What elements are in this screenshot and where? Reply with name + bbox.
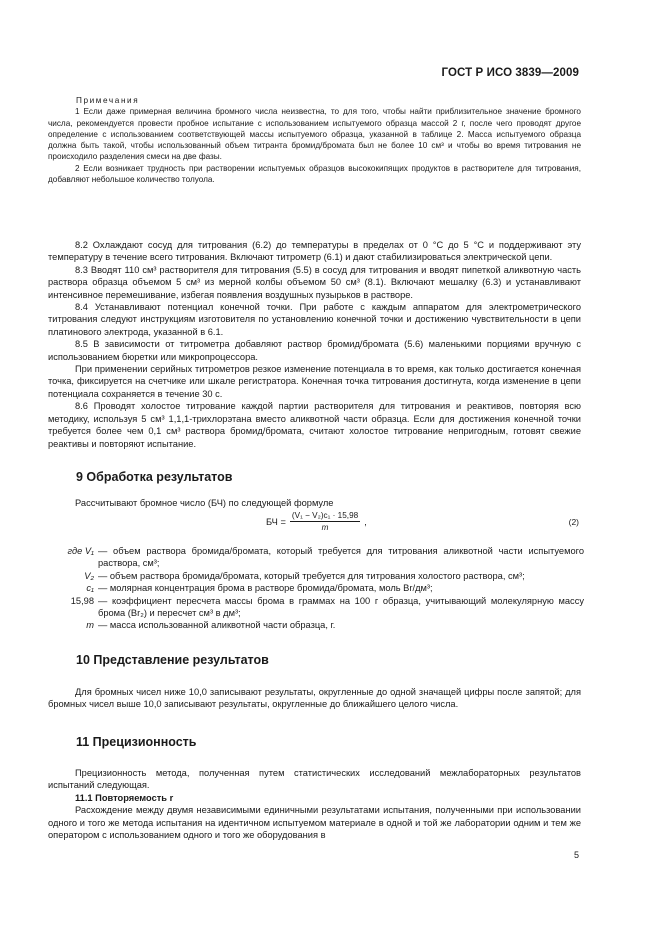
- section-11-1-text: Расхождение между двумя независимыми единичными результатами испытания, полученными при использовании одного и того же метода испытания на идентичном испытуемом материале в одной и той же лаборатории одним и тем же оператором с использованием одного и того же оборудования в: [48, 805, 581, 841]
- legend-text: — объем раствора бромида/бромата, который требуется для титрования холостого раствора, см³;: [98, 570, 525, 581]
- legend-text: — молярная концентрация брома в растворе бромида/бромата, моль Br/дм³;: [98, 583, 433, 594]
- section-9-intro-block: [48, 497, 581, 509]
- para-8-5: 8.5 В зависимости от титрометра добавляют раствор бромид/бромата (5.6) маленькими порциями вручную с использованием бюретки или микропроцессора.: [48, 339, 581, 362]
- formula-denominator: m: [321, 523, 329, 532]
- section-11-text: Прецизионность метода, полученная путем статистических исследований межлабораторных результатов испытаний следующая.: [48, 768, 581, 791]
- legend-text: — масса использованной аликвотной части образца, г.: [98, 620, 336, 631]
- para-8-2: 8.2 Охлаждают сосуд для титрования (6.2) до температуры в пределах от 0 °С до 5 °С и поддерживают эту температуру в течение всего титрования. Включают титрометр (6.1) и дают стабилизироваться электрической цепи.: [48, 240, 581, 263]
- formula-numerator: (V₁ − V₂)c₁ · 15,98: [291, 511, 359, 520]
- section-11-1-heading: 11.1 Повторяемость r: [75, 792, 174, 803]
- bromine-number-formula: [266, 511, 367, 532]
- para-8-5-cont: При применении серийных титрометров резкое изменение потенциала в то время, как только достигается конечная точка, фиксируется на счетчике или шкале регистратора. Конечная точка титрования достигнута, когда изменение в цепи потенциала сохраняется в течение 30 с.: [48, 364, 581, 399]
- legend-symbol: где V₁: [67, 546, 94, 556]
- legend-text: — объем раствора бромида/бромата, который требуется для титрования аликвотной части испытуемого раствора, см³;: [98, 546, 584, 569]
- equation-number: (2): [568, 517, 579, 527]
- legend-symbol: m: [86, 620, 94, 631]
- formula-legend: [48, 545, 584, 632]
- para-8-4: 8.4 Устанавливают потенциал конечной точки. При работе с каждым аппаратом для электрометрического титрования следуют инструкциям изготовителя по установлению конечной точки и достижению чувствительности в цепи платинового электрода, указанной в 6.1.: [48, 302, 581, 337]
- section-11-heading: 11 Прецизионность: [76, 735, 197, 749]
- legend-symbol: c₁: [86, 583, 94, 594]
- para-8-3: 8.3 Вводят 110 см³ растворителя для титрования (5.5) в сосуд для титрования и вводят пипеткой аликвотную часть раствора образца объемом 5 см³ из мерной колбы объемом 50 см³ (8.1). Включают мешалку (6.3) и устанавливают интенсивное перемешивание, избегая появления воздушных пузырьков в растворе.: [48, 264, 581, 300]
- page-number: 5: [573, 850, 579, 860]
- legend-symbol: 15,98: [70, 595, 94, 606]
- standard-header: ГОСТ Р ИСО 3839—2009: [441, 67, 579, 79]
- legend-row: [48, 570, 584, 582]
- section-10-heading: 10 Представление результатов: [76, 653, 269, 667]
- notes-label: Примечания: [76, 96, 140, 105]
- section-9-intro: Рассчитывают бромное число (БЧ) по следующей формуле: [75, 498, 334, 508]
- formula-tail: ,: [364, 516, 367, 527]
- legend-text: — коэффициент пересчета массы брома в граммах на 100 г образца, учитывающий молекулярную массу брома (Br₂) и пересчет см³ в дм³;: [98, 595, 584, 619]
- legend-row: [48, 545, 584, 570]
- formula-lhs: БЧ =: [266, 516, 286, 527]
- formula-fraction: [290, 511, 360, 532]
- legend-row: [48, 619, 584, 631]
- para-8-6: 8.6 Проводят холостое титрование каждой партии растворителя для титрования и реактивов, повторяя всю методику, используя 5 см³ 1,1,1-трихлорэтана вместо аликвотной части образца. Если для достижения конечной точки требуется более чем 0,1 см³ раствора бромид/бромата, считают холостое титрование непригодным, готовят свежие реактивы и повторяют испытание.: [48, 401, 581, 449]
- legend-symbol: V₂: [84, 570, 94, 581]
- notes-block: [48, 95, 581, 185]
- section-10-text: Для бромных чисел ниже 10,0 записывают результаты, округленные до одной значащей цифры после запятой; для бромных чисел выше 10,0 записывают результаты, округленные до ближайшего целого числа.: [48, 687, 581, 710]
- section-10-block: [48, 686, 581, 711]
- legend-row: [48, 582, 584, 594]
- procedure-paragraphs: [48, 239, 581, 450]
- note-2: 2 Если возникает трудность при растворении испытуемых образцов высококипящих продуктов в растворителе для титрования, добавляют небольшое количество толуола.: [48, 163, 581, 185]
- note-1: 1 Если даже примерная величина бромного числа неизвестна, то для того, чтобы найти приблизительное значение бромного числа, рекомендуется провести пробное испытание с использованием испытуемого образца массой 2 г, после чего проводят другое определение с использованием соответствующей массы испытуемого образца, указанной в таблице 2. Масса испытуемого образца должна быть такой, чтобы использованный объем титранта бромид/бромата был не более 10 см³ и чтобы во время титрования не происходило разделения смеси на две фазы.: [48, 107, 581, 162]
- section-11-block: [48, 767, 581, 841]
- legend-row: [48, 595, 584, 620]
- section-9-heading: 9 Обработка результатов: [76, 470, 233, 484]
